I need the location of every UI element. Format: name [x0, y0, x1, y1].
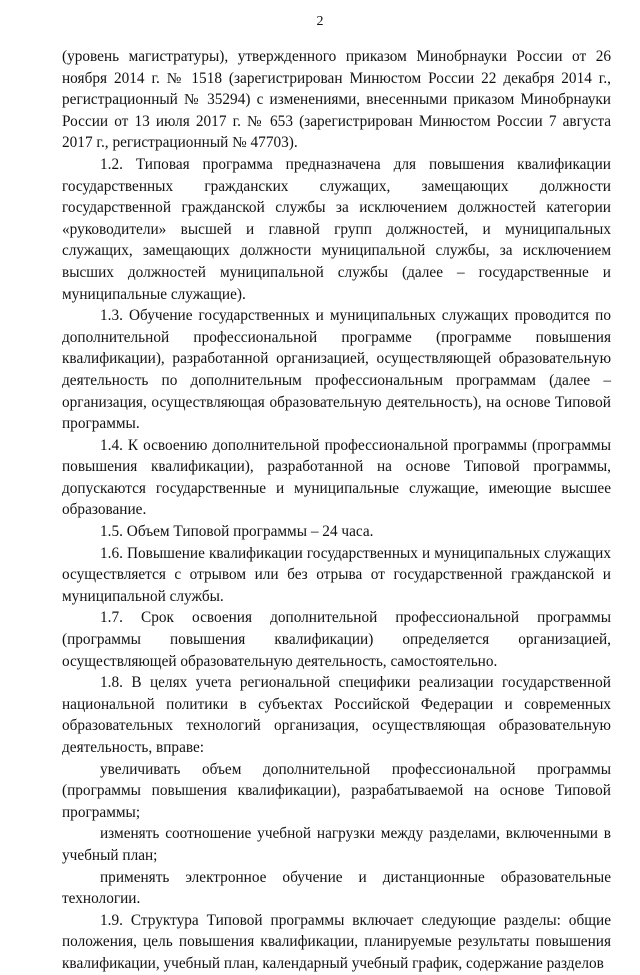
paragraph-continuation: (уровень магистратуры), утвержденного приказом Минобрнауки России от 26 ноября 2014 г. № 1518 (зарегистрирован Минюстом России 22 декабря 2014 г., регистрационный № 35294) с изменениями, внесенными приказом Минобрнауки России от 13 июля 2017 г. № 653 (зарегистрирован Минюстом России 7 августа 2017 г., регистрационный № 47703). [62, 48, 611, 152]
list-item-increase-volume: увеличивать объем дополнительной профессиональной программы (программы повышения квалификации), разрабатываемой на основе Типовой программы; [62, 760, 611, 821]
paragraph-1-4: 1.4. К освоению дополнительной профессиональной программы (программы повышения квалификации), разработанной на основе Типовой программы, допускаются государственные и муниципальные служащие, имеющие высшее образование. [62, 436, 611, 519]
paragraph-1-3: 1.3. Обучение государственных и муниципальных служащих проводится по дополнительной профессиональной программе (программе повышения квалификации), разработанной организацией, осуществляющей образовательную деятельность по дополнительным профессиональным программам (далее – организация, осуществляющая образовательную деятельность), на основе Типовой программы. [62, 307, 611, 433]
document-body [62, 46, 611, 975]
paragraph-1-6: 1.6. Повышение квалификации государственных и муниципальных служащих осуществляется с отрывом или без отрыва от государственной гражданской и муниципальной службы. [62, 544, 611, 605]
page-number: 2 [316, 14, 324, 29]
paragraph-1-9: 1.9. Структура Типовой программы включает следующие разделы: общие положения, цель повышения квалификации, планируемые результаты повышения квалификации, учебный план, календарный учебный график, содержание разделов [62, 911, 611, 972]
paragraph-1-8: 1.8. В целях учета региональной специфики реализации государственной национальной политики в субъектах Российской Федерации и современных образовательных технологий организация, осуществляющая образовательную деятельность, вправе: [62, 674, 611, 756]
paragraph-1-2: 1.2. Типовая программа предназначена для повышения квалификации государственных гражданских служащих, замещающих должности государственной гражданской службы за исключением должностей категории «руководители» высшей и главной групп должностей, и муниципальных служащих, замещающих должности муниципальной службы, за исключением высших должностей муниципальной службы (далее – государственные и муниципальные служащие). [62, 155, 611, 303]
list-item-e-learning: применять электронное обучение и дистанционные образовательные технологии. [62, 868, 611, 908]
paragraph-1-5: 1.5. Объем Типовой программы – 24 часа. [100, 523, 374, 541]
list-item-change-ratio: изменять соотношение учебной нагрузки между разделами, включенными в учебный план; [62, 825, 611, 864]
paragraph-1-7: 1.7. Срок освоения дополнительной профессиональной программы (программы повышения квалификации) определяется организацией, осуществляющей образовательную деятельность, самостоятельно. [62, 609, 611, 670]
